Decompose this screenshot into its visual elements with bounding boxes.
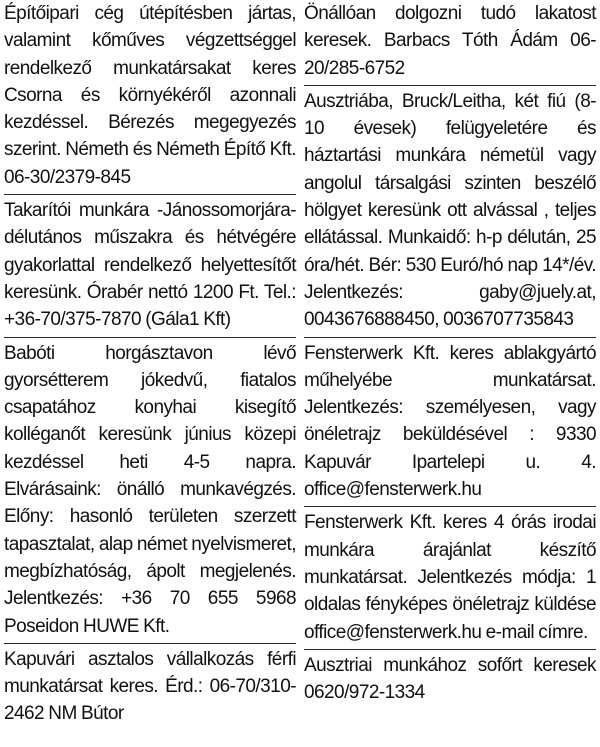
classified-ad (4, 338, 296, 644)
classified-ad (304, 0, 596, 86)
left-column (4, 0, 296, 747)
right-column (304, 0, 596, 747)
classified-ad (304, 86, 596, 338)
classified-ad (4, 0, 296, 195)
ad-text: Építőipari cég útépítésben jártas, valamint kőműves végzettséggel rendelkező munkatársakat keres Csorna és környékéről azonnali kezdéssel. Bérezés megegyezés szerint. Németh és Németh Építő Kft. 06-30/2379-845 (4, 3, 296, 188)
ad-text: Ausztriai munkához sofőrt keresek 0620/972-1334 (304, 654, 596, 704)
classified-ad (304, 338, 596, 508)
classified-ad (304, 507, 596, 649)
classified-ad (4, 195, 296, 337)
ad-text: Fensterwerk Kft. keres ablakgyártó műhelyébe munkatársat. Jelentkezés: személyesen, vagy önéletrajz beküldésével : 9330 Kapuvár Ipartelepi u. 4. office@fensterwerk.hu (304, 342, 596, 501)
ad-text: Önállóan dolgozni tudó lakatost keresek. Barbacs Tóth Ádám 06-20/285-6752 (304, 3, 596, 79)
ad-text: Kapuvári asztalos vállalkozás férfi munkatársat keres. Érd.: 06-70/310-2462 NM Bútor (4, 648, 296, 725)
ad-text: Takarítói munkára -Jánossomorjára- délutános műszakra és hétvégére gyakorlattal rendelkező helyettesítőt keresünk. Órabér nettó 1200 Ft. Tel.: +36-70/375-7870 (Gála1 Kft) (4, 200, 296, 331)
classified-ad (4, 644, 296, 731)
ad-text: Babóti horgásztavon lévő gyorsétterem jókedvű, fiatalos csapatához konyhai kisegítő kolléganőt keresünk június közepi kezdéssel heti 4-5 napra. Elvárásaink: önálló munkavégzés. Előny: hasonló területen szerzett tapasztalat, alap német nyelvismeret, megbízhatóság, ápolt megjelenés. Jelentkezés: +36 70 655 5968 Poseidon HUWE Kft. (4, 342, 296, 637)
classified-ad (304, 650, 596, 710)
ad-text: Ausztriába, Bruck/Leitha, két fiú (8-10 évesek) felügyeletére és háztartási munkára németül vagy angolul társalgási szinten beszélő hölgyet keresünk ott alvással , teljes ellátással. Munkaidő: h-p délután, 25 óra/hét. Bér: 530 Euró/hó nap 14*/év. Jelentkezés: gaby@juely.at, 0043676888450, 0036707735843 (304, 90, 596, 331)
ad-text: Fensterwerk Kft. keres 4 órás irodai munkára árajánlat készítő munkatársat. Jelentkezés módja: 1 oldalas fényképes önéletrajz küldése office@fensterwerk.hu e-mail címre. (304, 512, 596, 643)
